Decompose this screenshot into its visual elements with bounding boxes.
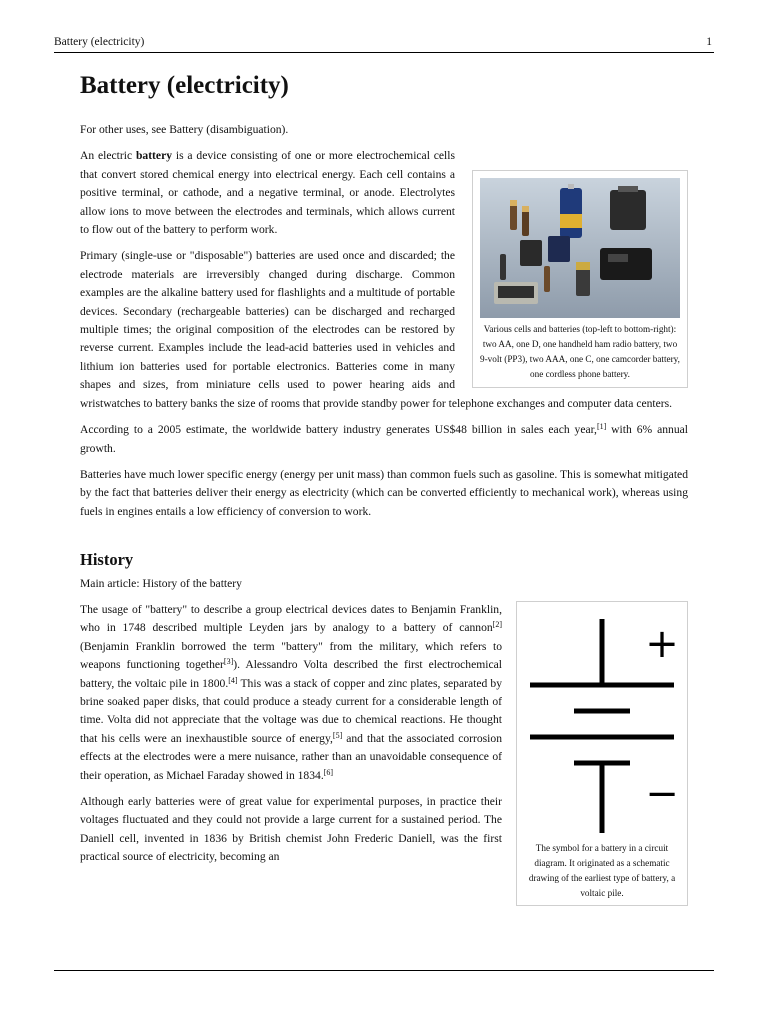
history-paragraph-2: Although early batteries were of great value for experimental purposes, in practice their voltages fluctuated and they could not provide a large current for a sustained period. The Daniell cell, invented in 1836 by British chemist John Frederic Daniell, was the first practical source of electricity, becoming an [80, 795, 502, 864]
text-run: is a device consisting of one or more electrochemical cells that convert stored chemical energy into electrical energy. Each cell contains a positive terminal, or cathode, and a negative terminal, or anode. Electrolytes allow ions to move between the electrodes and terminals, which allows current to flow out of the battery to perform work. [80, 149, 456, 237]
article-body [80, 121, 688, 912]
page-number: 1 [706, 36, 712, 48]
text-run: with 6% annual growth. [80, 423, 688, 455]
intro-paragraph-3 [80, 421, 688, 458]
batteries-photo[interactable] [480, 178, 680, 318]
batteries-figure [472, 170, 688, 388]
main-article-note[interactable]: Main article: History of the battery [80, 576, 242, 590]
minus-sign: − [645, 770, 679, 817]
citation-ref[interactable]: [3] [223, 657, 234, 667]
text-run: (Benjamin Franklin borrowed the term "battery" from the military, which refers to weapons functioning together [80, 639, 502, 672]
footer-rule [54, 970, 714, 971]
battery-symbol-diagram[interactable] [522, 607, 682, 837]
page-title: Battery (electricity) [80, 72, 289, 99]
citation-ref[interactable]: [2] [492, 620, 502, 630]
text-run: The usage of "battery" to describe a group electrical devices dates to Benjamin Franklin, who in 1748 described multiple Leyden jars by analogy to a battery of cannon [80, 602, 502, 635]
citation-ref[interactable]: [5] [332, 730, 343, 740]
citation-ref[interactable]: [1] [596, 422, 607, 432]
text-run: This was a stack of copper and zinc plates, separated by brine soaked paper disks, that could produce a steady current for a considerable length of time. Volta did not appreciate that the voltage was due to chemical reactions. He thought that his cells were an inexhaustible source of energy, [80, 676, 502, 745]
intro-paragraph-2: Primary (single-use or "disposable") batteries are used once and discarded; the electrode materials are irreversibly changed during discharge. Common examples are the alkaline battery used for flashlights and a multitude of portable devices. Secondary (rechargeable batteries) can be discharged and recharged multiple times; the original composition of the electrodes can be restored by reverse current. Examples include the lead-acid batteries used in vehicles and lithium ion batteries used for portable electronics. Batteries come in many shapes and sizes, from miniature cells used to power hearing aids and wristwatches to battery banks the size of rooms that provide standby power for telephone exchanges and computer data centers. [80, 249, 673, 410]
citation-ref[interactable]: [4] [228, 675, 238, 685]
hatnote[interactable]: For other uses, see Battery (disambiguation). [80, 123, 289, 136]
running-title: Battery (electricity) [54, 36, 145, 48]
text-run: An electric [80, 149, 136, 163]
intro-paragraph-4: Batteries have much lower specific energy (energy per unit mass) than common fuels such as gasoline. This is somewhat mitigated by the fact that batteries deliver their energy as electricity (which can be converted efficiently to mechanical work), whereas using fuels in engines entails a low efficiency of conversion to work. [80, 467, 688, 518]
battery-symbol-figure [516, 601, 688, 906]
text-run: ). Alessandro Volta described the first electrochemical battery, the voltaic pile in 1800. [80, 658, 502, 690]
figure-caption: Various cells and batteries (top-left to bottom-right): two AA, one D, one handheld ham radio battery, two 9-volt (PP3), two AAA, one C, one camcorder battery, one cordless phone battery. [480, 324, 680, 380]
bold-term: battery [135, 149, 173, 163]
figure-caption: The symbol for a battery in a circuit diagram. It originated as a schematic drawing of the earliest type of battery, a voltaic pile. [528, 842, 676, 898]
text-run: According to a 2005 estimate, the worldwide battery industry generates US$48 billion in sales each year, [80, 423, 597, 437]
running-header [54, 36, 714, 53]
text-run: and that the associated corrosion effects at the electrodes were a mere nuisance, rather than an unavoidable consequence of their operation, as Michael Faraday showed in 1834. [80, 731, 502, 782]
plus-sign: + [645, 620, 679, 667]
section-heading-history: History [80, 550, 134, 570]
citation-ref[interactable]: [6] [323, 767, 334, 777]
